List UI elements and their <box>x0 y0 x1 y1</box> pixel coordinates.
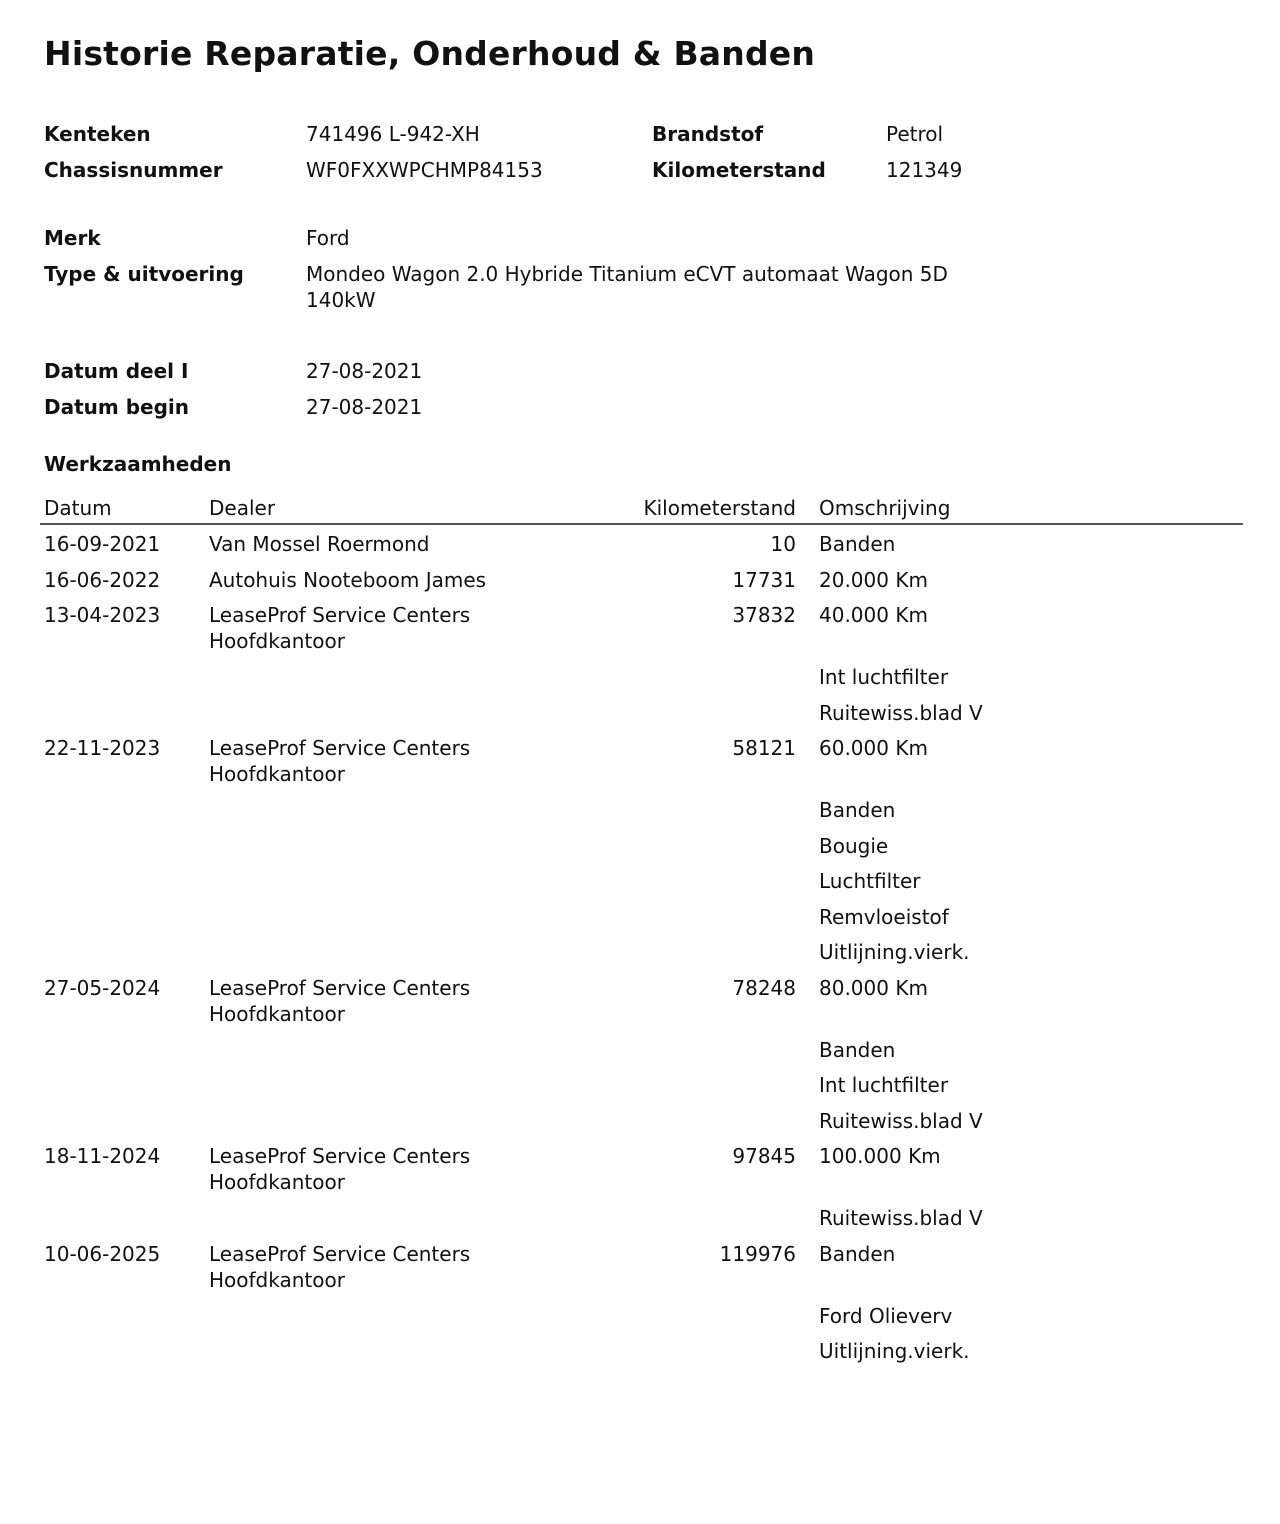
row-omschrijving <box>819 567 928 603</box>
brandstof-label: Brandstof <box>652 122 764 146</box>
table-row <box>0 602 1280 735</box>
row-kilometerstand: 78248 <box>732 975 796 1000</box>
merk-value: Ford <box>306 226 350 250</box>
row-omschrijving-item: Ruitewiss.blad V <box>819 1108 983 1133</box>
row-kilometerstand: 17731 <box>732 567 796 592</box>
row-omschrijving-item: Ford Olieverv <box>819 1303 953 1328</box>
row-datum: 16-06-2022 <box>44 567 161 592</box>
row-dealer <box>209 735 609 787</box>
table-row <box>0 531 1280 567</box>
row-omschrijving-item: 40.000 Km <box>819 603 928 627</box>
row-datum: 10-06-2025 <box>44 1241 161 1266</box>
row-omschrijving-item: Uitlijning.vierk. <box>819 940 970 964</box>
row-dealer-line: LeaseProf Service Centers <box>209 736 471 760</box>
column-header-kilometerstand: Kilometerstand <box>643 496 796 520</box>
row-dealer-line: Van Mossel Roermond <box>209 532 430 556</box>
row-omschrijving-item: Ruitewiss.blad V <box>819 700 983 725</box>
row-omschrijving-item: Uitlijning.vierk. <box>819 1339 970 1363</box>
table-row <box>0 975 1280 1144</box>
chassis-value: WF0FXXWPCHMP84153 <box>306 158 543 182</box>
page-title: Historie Reparatie, Onderhoud & Banden <box>44 34 816 73</box>
datum-deel-label: Datum deel I <box>44 359 189 383</box>
row-dealer <box>209 975 609 1027</box>
row-omschrijving-item: Remvloeistof <box>819 904 949 929</box>
row-datum: 18-11-2024 <box>44 1144 161 1168</box>
row-omschrijving-item: Int luchtfilter <box>819 665 949 689</box>
datum-begin-label: Datum begin <box>44 395 189 419</box>
row-dealer-line: Hoofdkantoor <box>209 762 345 786</box>
row-kilometerstand: 119976 <box>719 1241 796 1266</box>
type-value-line1: Mondeo Wagon 2.0 Hybride Titanium eCVT automaat Wagon 5D <box>306 262 948 286</box>
row-omschrijving <box>819 1241 970 1374</box>
table-row <box>0 735 1280 975</box>
row-omschrijving <box>819 602 983 735</box>
table-row <box>0 1143 1280 1241</box>
chassis-label: Chassisnummer <box>44 158 223 182</box>
datum-begin-value: 27-08-2021 <box>306 395 423 419</box>
row-dealer <box>209 1241 609 1293</box>
row-dealer-line: Hoofdkantoor <box>209 629 345 653</box>
row-datum: 22-11-2023 <box>44 736 161 760</box>
brandstof-value: Petrol <box>886 122 944 146</box>
type-label: Type & uitvoering <box>44 262 244 286</box>
row-omschrijving-item: Bougie <box>819 833 889 858</box>
row-dealer <box>209 1143 609 1195</box>
type-value-line2: 140kW <box>306 288 376 312</box>
section-title-werkzaamheden: Werkzaamheden <box>44 452 232 476</box>
row-dealer-line: LeaseProf Service Centers <box>209 1241 471 1266</box>
row-dealer <box>209 602 609 654</box>
row-dealer <box>209 531 609 557</box>
row-dealer-line: Autohuis Nooteboom James <box>209 567 487 592</box>
kenteken-value: 741496 L-942-XH <box>306 122 480 146</box>
work-table-body <box>0 531 1280 1374</box>
table-row <box>0 1241 1280 1374</box>
row-dealer-line: LeaseProf Service Centers <box>209 603 471 627</box>
row-omschrijving <box>819 975 983 1144</box>
row-dealer-line: LeaseProf Service Centers <box>209 1144 471 1168</box>
column-header-dealer: Dealer <box>209 496 276 520</box>
kenteken-label: Kenteken <box>44 122 151 146</box>
row-dealer-line: LeaseProf Service Centers <box>209 975 471 1000</box>
table-row <box>0 567 1280 603</box>
kilometerstand-label: Kilometerstand <box>652 158 826 182</box>
row-datum: 27-05-2024 <box>44 975 161 1000</box>
row-omschrijving-item: Banden <box>819 798 896 822</box>
row-dealer-line: Hoofdkantoor <box>209 1001 345 1026</box>
row-omschrijving-item: Banden <box>819 1241 896 1266</box>
row-dealer-line: Hoofdkantoor <box>209 1170 345 1194</box>
row-kilometerstand: 10 <box>770 532 796 556</box>
row-kilometerstand: 97845 <box>732 1144 796 1168</box>
row-omschrijving-item: 80.000 Km <box>819 975 928 1000</box>
row-kilometerstand: 37832 <box>732 603 796 627</box>
row-dealer <box>209 567 609 593</box>
row-omschrijving-item: 20.000 Km <box>819 567 928 592</box>
row-omschrijving-item: Ruitewiss.blad V <box>819 1206 983 1230</box>
row-omschrijving-item: Luchtfilter <box>819 869 921 893</box>
kilometerstand-value: 121349 <box>886 158 963 182</box>
row-kilometerstand: 58121 <box>732 736 796 760</box>
row-omschrijving <box>819 531 895 567</box>
merk-label: Merk <box>44 226 101 250</box>
datum-deel-value: 27-08-2021 <box>306 359 423 383</box>
row-dealer-line: Hoofdkantoor <box>209 1267 345 1292</box>
row-omschrijving <box>819 1143 983 1241</box>
row-omschrijving-item: Banden <box>819 532 896 556</box>
row-datum: 16-09-2021 <box>44 532 161 556</box>
row-omschrijving <box>819 735 970 975</box>
row-datum: 13-04-2023 <box>44 603 161 627</box>
column-header-datum: Datum <box>44 496 112 520</box>
table-header-divider <box>40 523 1243 525</box>
row-omschrijving-item: Int luchtfilter <box>819 1073 949 1097</box>
row-omschrijving-item: Banden <box>819 1037 896 1062</box>
row-omschrijving-item: 100.000 Km <box>819 1144 941 1168</box>
row-omschrijving-item: 60.000 Km <box>819 736 928 760</box>
column-header-omschrijving: Omschrijving <box>819 496 951 520</box>
